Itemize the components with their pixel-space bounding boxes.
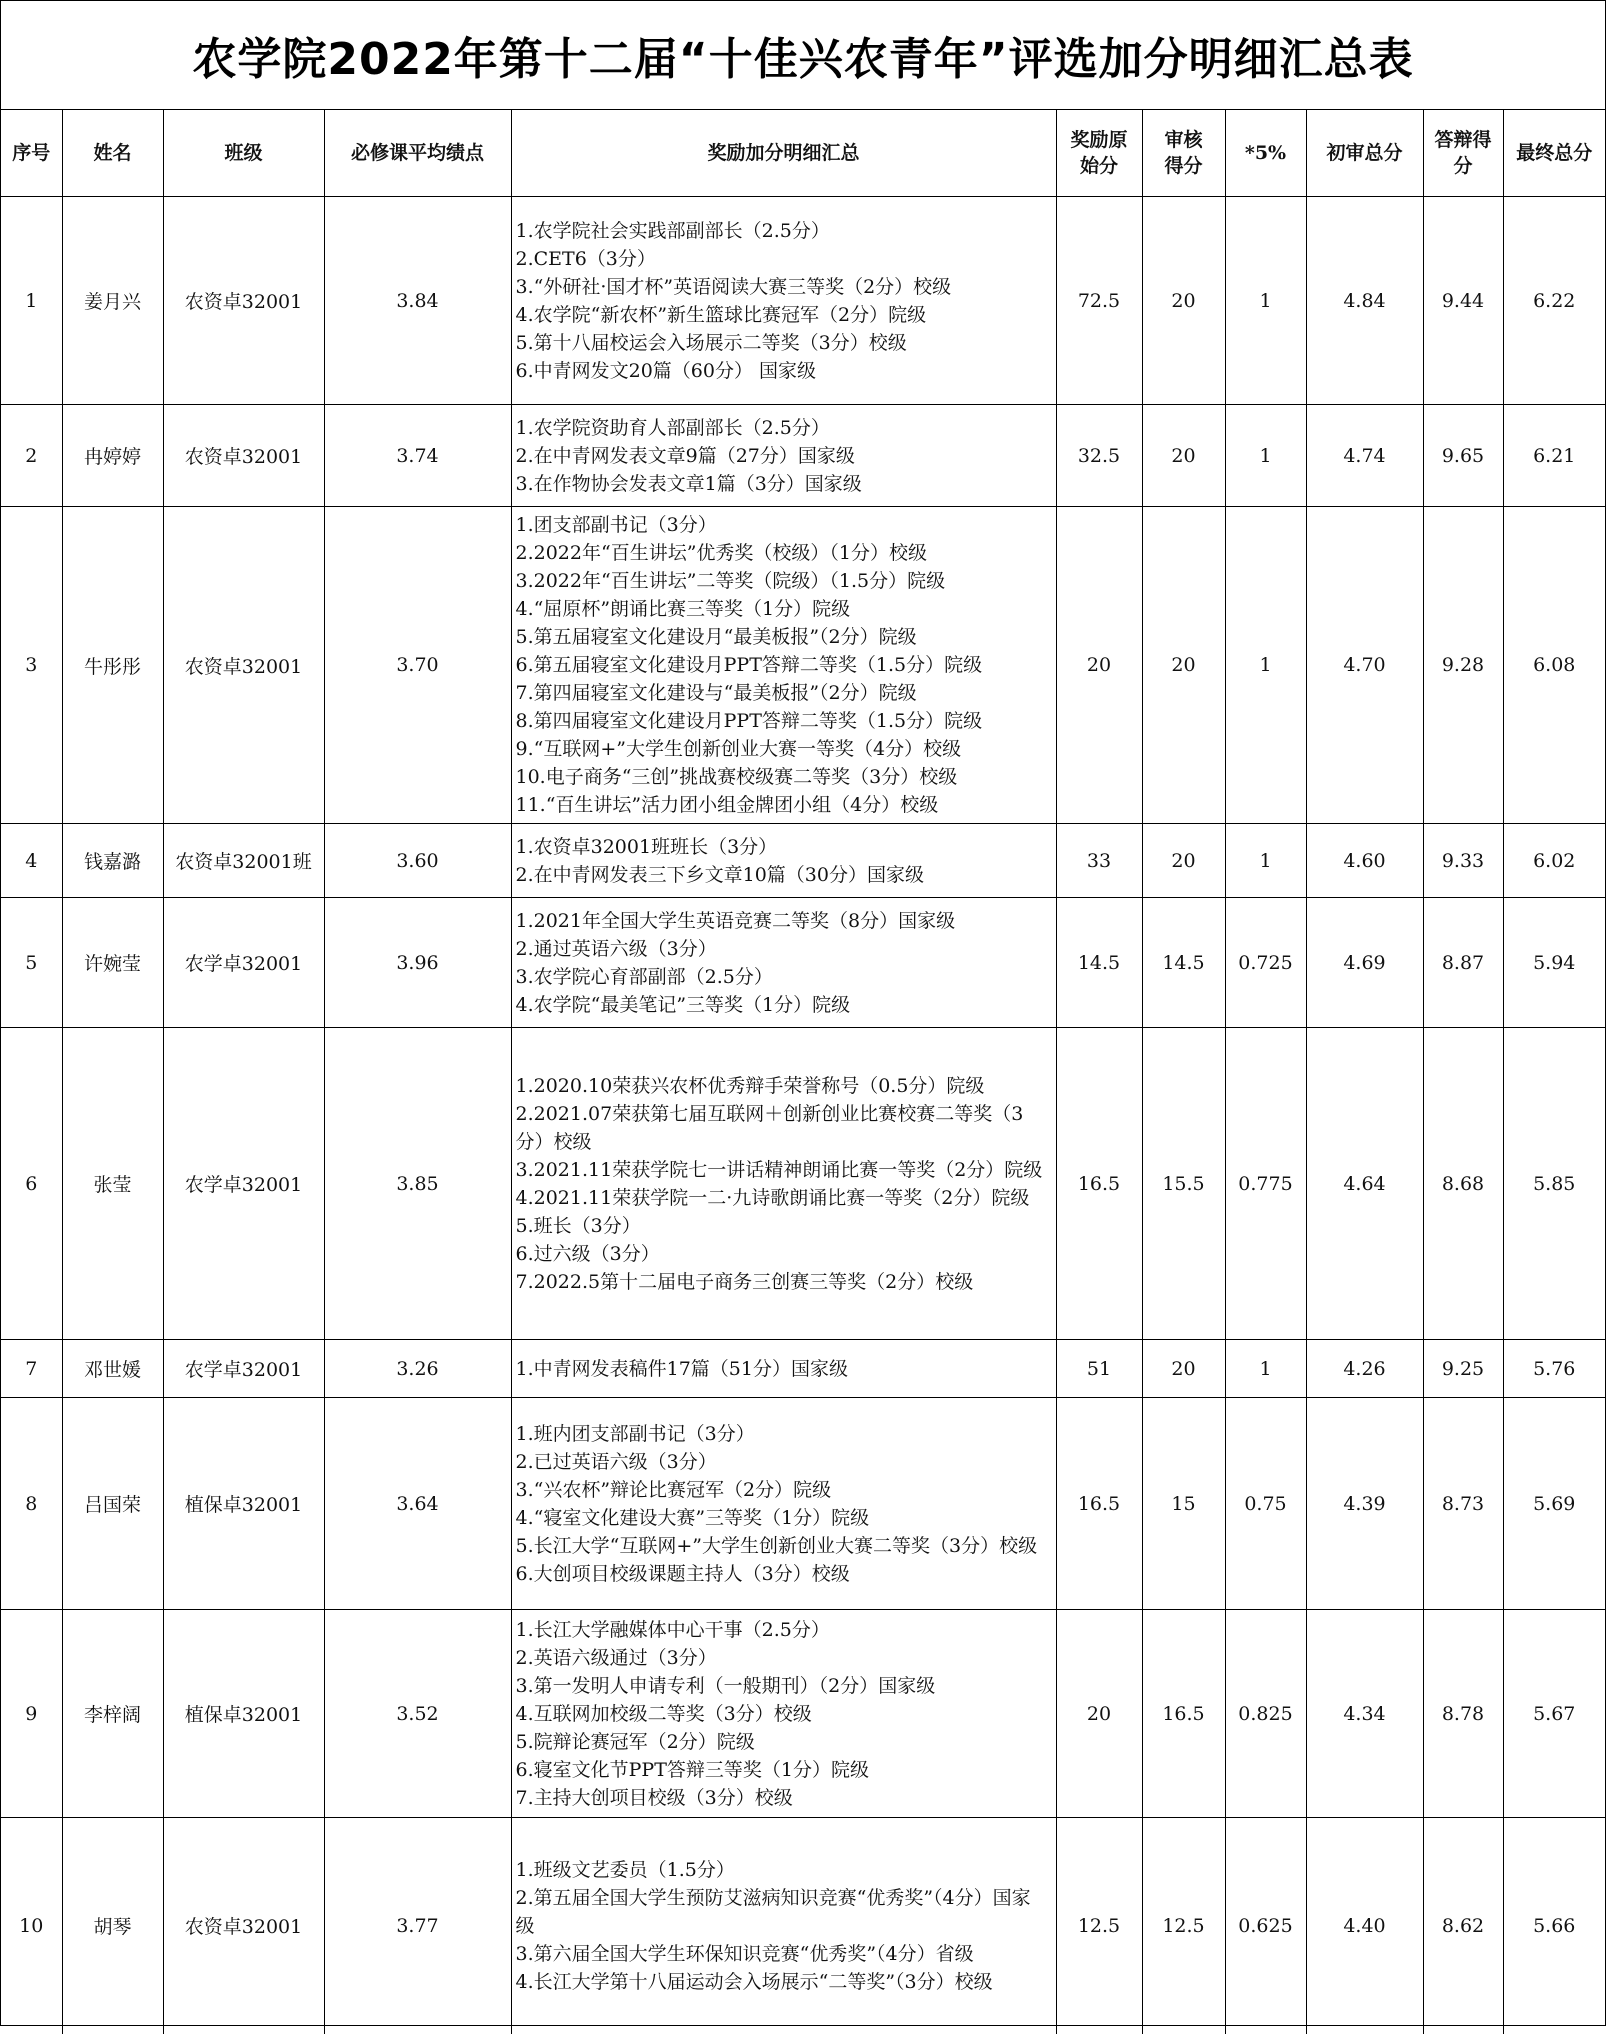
final-total: 5.94 [1503,898,1605,1028]
gpa-value: 3.52 [324,1610,511,1818]
gpa-value: 3.77 [324,1818,511,2034]
class-name: 植保卓32001 [163,1610,324,1818]
defense-score: 9.28 [1423,507,1503,824]
award-item: 4.2021.11荣获学院一二·九诗歌朗诵比赛一等奖（2分）院级 [515,1186,1030,1209]
raw-score: 32.5 [1056,405,1142,507]
award-item: 1.2021年全国大学生英语竞赛二等奖（8分）国家级 [515,909,956,932]
defense-score: 8.73 [1423,1398,1503,1610]
percent-score: 1 [1225,824,1306,898]
final-total: 6.02 [1503,824,1605,898]
defense-score: 8.68 [1423,1028,1503,1340]
class-name: 农资卓32001 [163,1818,324,2034]
raw-score: 20 [1056,1610,1142,1818]
student-name: 许婉莹 [62,898,163,1028]
student-name: 邓世媛 [62,1340,163,1398]
header-no: 序号 [1,110,62,197]
final-total: 5.69 [1503,1398,1605,1610]
student-name: 胡琴 [62,1818,163,2034]
final-total: 5.67 [1503,1610,1605,1818]
award-item: 9.“互联网+”大学生创新创业大赛一等奖（4分）校级 [515,738,962,760]
header-class: 班级 [163,110,324,197]
table-row [1,507,1605,824]
award-item: 5.班长（3分） [515,1214,641,1237]
audit-score: 20 [1142,824,1225,898]
prelim-total: 4.60 [1306,824,1423,898]
percent-score: 0.775 [1225,1028,1306,1340]
defense-score: 8.78 [1423,1610,1503,1818]
table-row [1,1818,1605,2034]
prelim-total: 4.69 [1306,898,1423,1028]
header-gpa: 必修课平均绩点 [324,110,511,197]
award-details [511,197,1056,405]
prelim-total: 4.39 [1306,1398,1423,1610]
student-name: 冉婷婷 [62,405,163,507]
award-item: 2.2022年“百生讲坛”优秀奖（校级）（1分）校级 [515,542,927,564]
header-final-total: 最终总分 [1503,110,1605,197]
class-name: 农学卓32001 [163,1028,324,1340]
gpa-value: 3.26 [324,1340,511,1398]
award-item: 7.第四届寝室文化建设与“最美板报”（2分）院级 [515,682,917,704]
final-total: 5.76 [1503,1340,1605,1398]
table-row [1,1398,1605,1610]
award-item: 3.第一发明人申请专利（一般期刊）（2分）国家级 [515,1674,936,1697]
defense-score: 8.87 [1423,898,1503,1028]
gpa-value: 3.96 [324,898,511,1028]
defense-score: 9.25 [1423,1340,1503,1398]
award-item: 2.通过英语六级（3分） [515,937,717,960]
class-name: 植保卓32001 [163,1398,324,1610]
raw-score: 51 [1056,1340,1142,1398]
table-row [1,197,1605,405]
row-number: 3 [1,507,62,824]
header-defense-score: 答辩得分 [1423,110,1503,197]
percent-score: 1 [1225,405,1306,507]
raw-score: 20 [1056,507,1142,824]
header-audit-score: 审核得分 [1142,110,1225,197]
audit-score: 20 [1142,507,1225,824]
table-row [1,405,1605,507]
percent-score: 1 [1225,197,1306,405]
award-item: 8.第四届寝室文化建设月PPT答辩二等奖（1.5分）院级 [515,710,983,732]
award-item: 1.农学院资助育人部副部长（2.5分） [515,416,830,439]
row-number: 2 [1,405,62,507]
defense-score: 9.65 [1423,405,1503,507]
raw-score: 16.5 [1056,1028,1142,1340]
audit-score: 20 [1142,1340,1225,1398]
gpa-value: 3.60 [324,824,511,898]
row-number: 4 [1,824,62,898]
award-item: 2.在中青网发表三下乡文章10篇（30分）国家级 [515,863,924,886]
award-item: 3.2021.11荣获学院七一讲话精神朗诵比赛一等奖（2分）院级 [515,1158,1043,1181]
audit-score: 16.5 [1142,1610,1225,1818]
raw-score: 33 [1056,824,1142,898]
class-name: 农资卓32001 [163,405,324,507]
award-item: 5.院辩论赛冠军（2分）院级 [515,1730,755,1753]
award-item: 6.第五届寝室文化建设月PPT答辩二等奖（1.5分）院级 [515,654,983,676]
final-total: 6.21 [1503,405,1605,507]
defense-score: 9.33 [1423,824,1503,898]
award-item: 10.电子商务“三创”挑战赛校级赛二等奖（3分）校级 [515,766,958,788]
audit-score: 14.5 [1142,898,1225,1028]
audit-score: 20 [1142,405,1225,507]
student-name: 姜月兴 [62,197,163,405]
student-name: 牛彤彤 [62,507,163,824]
final-total: 6.08 [1503,507,1605,824]
student-name: 钱嘉潞 [62,824,163,898]
header-percent: *5% [1225,110,1306,197]
award-item: 2.在中青网发表文章9篇（27分）国家级 [515,444,855,467]
award-item: 4.农学院“最美笔记”三等奖（1分）院级 [515,993,851,1016]
raw-score: 14.5 [1056,898,1142,1028]
row-number: 9 [1,1610,62,1818]
row-number: 10 [1,1818,62,2034]
award-item: 1.2020.10荣获兴农杯优秀辩手荣誉称号（0.5分）院级 [515,1074,985,1097]
award-item: 3.“兴农杯”辩论比赛冠军（2分）院级 [515,1478,832,1501]
award-item: 6.过六级（3分） [515,1242,660,1265]
award-item: 3.“外研社·国才杯”英语阅读大赛三等奖（2分）校级 [515,275,952,298]
class-name: 农资卓32001 [163,197,324,405]
gpa-value: 3.85 [324,1028,511,1340]
raw-score: 12.5 [1056,1818,1142,2034]
award-item: 3.2022年“百生讲坛”二等奖（院级）（1.5分）院级 [515,570,946,592]
award-details [511,1610,1056,1818]
award-item: 4.“寝室文化建设大赛”三等奖（1分）院级 [515,1506,870,1529]
final-total: 5.66 [1503,1818,1605,2034]
audit-score: 20 [1142,197,1225,405]
header-raw-score: 奖励原始分 [1056,110,1142,197]
raw-score: 16.5 [1056,1398,1142,1610]
student-name: 李梓阔 [62,1610,163,1818]
defense-score: 9.44 [1423,197,1503,405]
award-item: 2.已过英语六级（3分） [515,1450,717,1473]
award-item: 2.英语六级通过（3分） [515,1646,717,1669]
class-name: 农学卓32001 [163,1340,324,1398]
award-item: 3.在作物协会发表文章1篇（3分）国家级 [515,472,862,495]
student-name: 张莹 [62,1028,163,1340]
summary-table [1,110,1605,2034]
percent-score: 0.825 [1225,1610,1306,1818]
final-total: 6.22 [1503,197,1605,405]
prelim-total: 4.34 [1306,1610,1423,1818]
prelim-total: 4.70 [1306,507,1423,824]
award-item: 5.第十八届校运会入场展示二等奖（3分）校级 [515,331,907,354]
table-row [1,898,1605,1028]
award-item: 3.第六届全国大学生环保知识竞赛“优秀奖”（4分）省级 [515,1942,974,1965]
defense-score: 8.62 [1423,1818,1503,2034]
table-row [1,1610,1605,1818]
class-name: 农资卓32001班 [163,824,324,898]
award-item: 1.农资卓32001班班长（3分） [515,835,778,858]
award-item: 4.“屈原杯”朗诵比赛三等奖（1分）院级 [515,598,851,620]
gpa-value: 3.64 [324,1398,511,1610]
header-name: 姓名 [62,110,163,197]
award-item: 5.长江大学“互联网+”大学生创新创业大赛二等奖（3分）校级 [515,1534,1038,1557]
audit-score: 15 [1142,1398,1225,1610]
header-prelim-total: 初审总分 [1306,110,1423,197]
audit-score: 12.5 [1142,1818,1225,2034]
prelim-total: 4.26 [1306,1340,1423,1398]
award-item: 7.2022.5第十二届电子商务三创赛三等奖（2分）校级 [515,1270,974,1293]
award-details [511,1028,1056,1340]
award-details [511,1398,1056,1610]
prelim-total: 4.40 [1306,1818,1423,2034]
row-number: 8 [1,1398,62,1610]
audit-score: 15.5 [1142,1028,1225,1340]
table-row [1,1028,1605,1340]
final-total: 5.85 [1503,1028,1605,1340]
gpa-value: 3.74 [324,405,511,507]
award-item: 7.主持大创项目校级（3分）校级 [515,1786,793,1809]
award-details [511,405,1056,507]
row-number: 5 [1,898,62,1028]
percent-score: 0.725 [1225,898,1306,1028]
award-item: 6.大创项目校级课题主持人（3分）校级 [515,1562,850,1585]
award-item: 4.互联网加校级二等奖（3分）校级 [515,1702,812,1725]
table-row [1,1340,1605,1398]
award-item: 1.中青网发表稿件17篇（51分）国家级 [515,1357,848,1380]
award-item: 2.CET6（3分） [515,247,656,270]
gpa-value: 3.84 [324,197,511,405]
percent-score: 0.75 [1225,1398,1306,1610]
class-name: 农资卓32001 [163,507,324,824]
award-item: 6.寝室文化节PPT答辩三等奖（1分）院级 [515,1758,869,1781]
award-item: 5.第五届寝室文化建设月“最美板报”（2分）院级 [515,626,917,648]
award-item: 2.第五届全国大学生预防艾滋病知识竞赛“优秀奖”（4分）国家级 [515,1886,1031,1937]
class-name: 农学卓32001 [163,898,324,1028]
award-item: 1.农学院社会实践部副部长（2.5分） [515,219,830,242]
page-title: 农学院2022年第十二届“十佳兴农青年”评选加分明细汇总表 [1,1,1605,110]
award-item: 1.长江大学融媒体中心干事（2.5分） [515,1618,830,1641]
gpa-value: 3.70 [324,507,511,824]
award-item: 1.团支部副书记（3分） [515,514,717,536]
award-item: 2.2021.07荣获第七届互联网＋创新创业比赛校赛二等奖（3分）校级 [515,1102,1024,1153]
award-details [511,507,1056,824]
header-row [1,110,1605,197]
percent-score: 0.625 [1225,1818,1306,2034]
award-item: 1.班级文艺委员（1.5分） [515,1858,735,1881]
raw-score: 72.5 [1056,197,1142,405]
percent-score: 1 [1225,1340,1306,1398]
header-details: 奖励加分明细汇总 [511,110,1056,197]
award-item: 11.“百生讲坛”活力团小组金牌团小组（4分）校级 [515,794,939,816]
award-item: 1.班内团支部副书记（3分） [515,1422,755,1445]
award-details [511,898,1056,1028]
award-details [511,1340,1056,1398]
table-row [1,824,1605,898]
row-number: 7 [1,1340,62,1398]
percent-score: 1 [1225,507,1306,824]
row-number: 6 [1,1028,62,1340]
prelim-total: 4.74 [1306,405,1423,507]
award-item: 3.农学院心育部副部（2.5分） [515,965,773,988]
row-number: 1 [1,197,62,405]
award-details [511,824,1056,898]
award-item: 4.长江大学第十八届运动会入场展示“二等奖”（3分）校级 [515,1970,993,1993]
prelim-total: 4.64 [1306,1028,1423,1340]
award-details [511,1818,1056,2034]
award-item: 4.农学院“新农杯”新生篮球比赛冠军（2分）院级 [515,303,927,326]
award-item: 6.中青网发文20篇（60分） 国家级 [515,359,817,382]
prelim-total: 4.84 [1306,197,1423,405]
student-name: 吕国荣 [62,1398,163,1610]
